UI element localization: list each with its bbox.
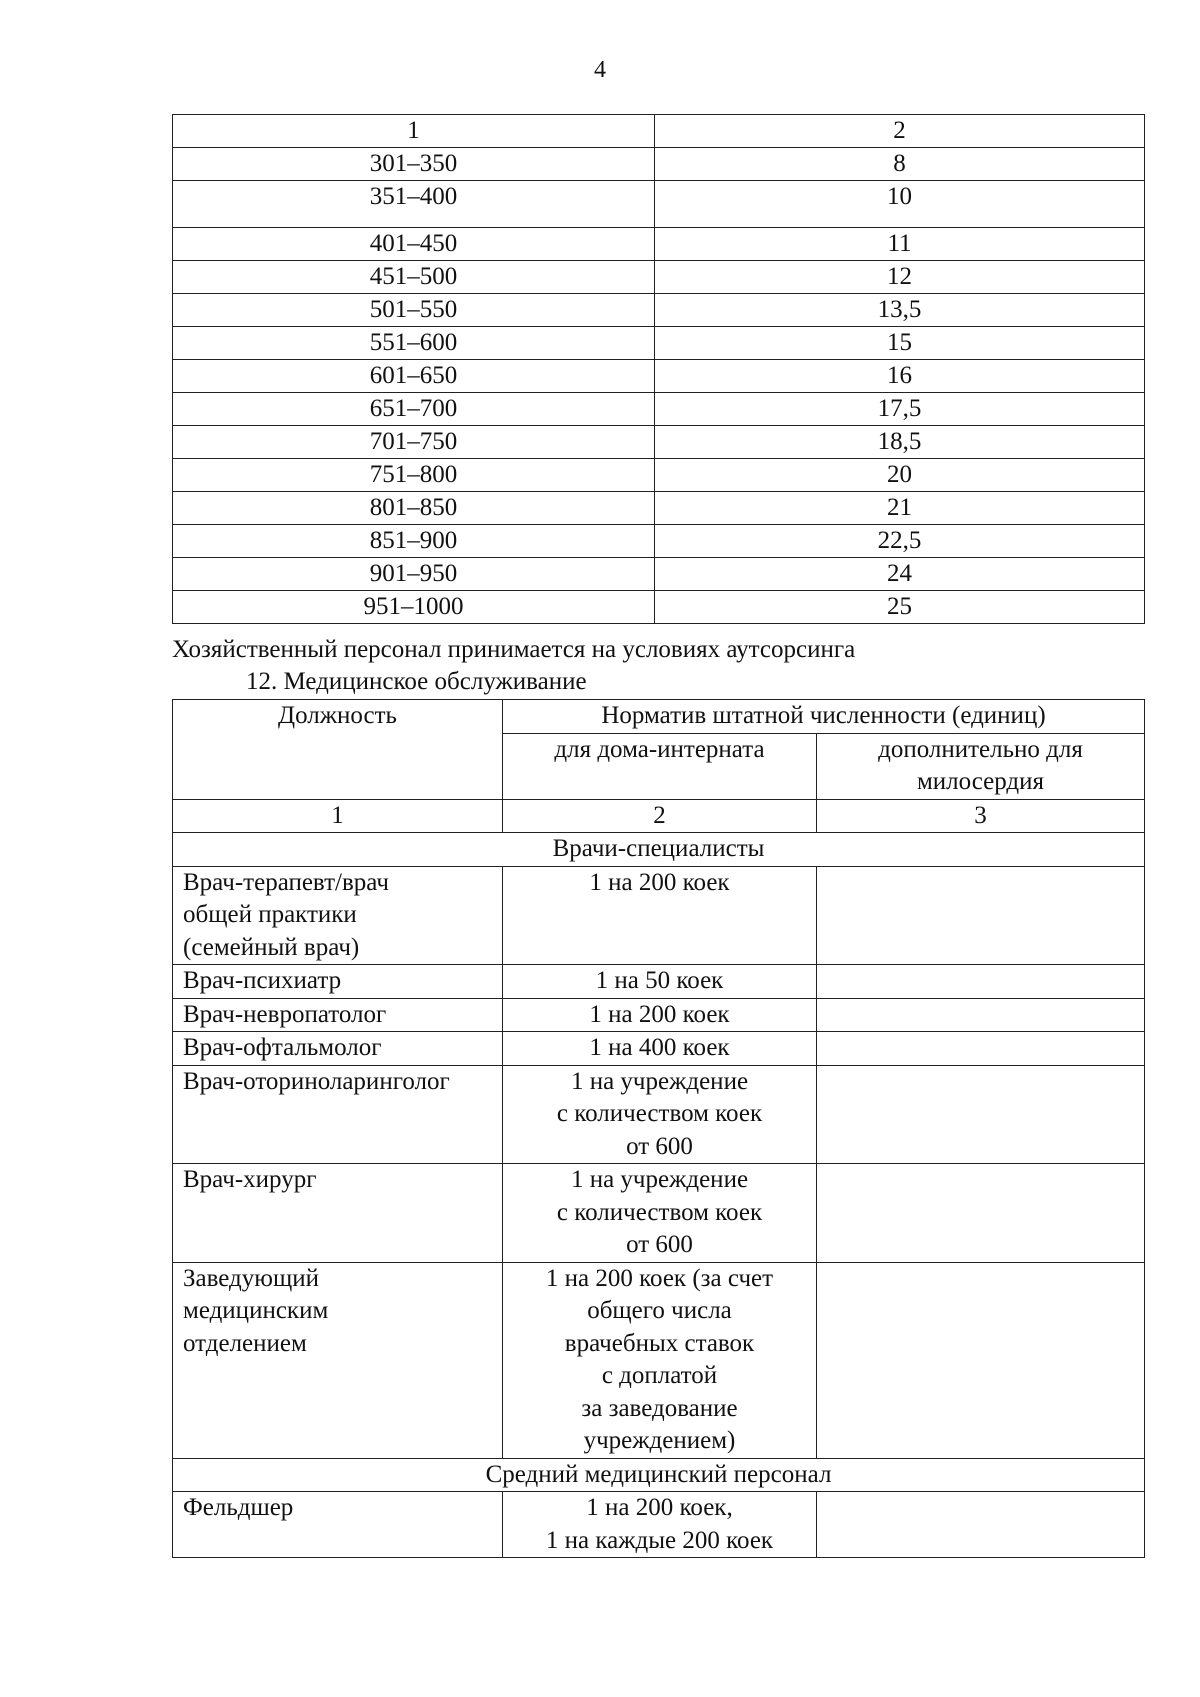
position-cell: Врач-психиатр (173, 965, 503, 999)
table-row (173, 866, 1145, 965)
table-row (173, 1492, 1145, 1558)
extra-cell (817, 998, 1145, 1032)
norm-line: с доплатой (601, 1362, 718, 1389)
section-heading: 12. Медицинское обслуживание (246, 668, 587, 695)
table-row (173, 181, 1145, 228)
range-cell: 401–450 (173, 228, 655, 261)
table-row (173, 1262, 1145, 1458)
column-number: 2 (655, 115, 1145, 148)
range-cell: 451–500 (173, 261, 655, 294)
norm-line: от 600 (626, 1231, 693, 1258)
value-cell: 22,5 (655, 525, 1145, 558)
range-cell: 701–750 (173, 426, 655, 459)
range-cell: 551–600 (173, 327, 655, 360)
value-cell: 16 (655, 360, 1145, 393)
norm-line: врачебных ставок (564, 1329, 755, 1357)
norm-line: 1 на 200 коек (за счет (545, 1264, 774, 1292)
position-cell (173, 1262, 503, 1458)
position-cell: Фельдшер (173, 1492, 503, 1558)
header-line: милосердия (916, 768, 1045, 795)
page-number: 4 (594, 57, 606, 83)
ratio-table (172, 114, 1145, 624)
position-line: общей практики (183, 901, 357, 928)
range-cell: 351–400 (173, 181, 655, 228)
extra-cell (817, 1065, 1145, 1164)
value-cell: 18,5 (655, 426, 1145, 459)
outsourcing-note: Хозяйственный персонал принимается на условиях аутсорсинга (172, 636, 856, 663)
norm-line: 1 на каждые 200 коек (545, 1526, 774, 1554)
norm-line: 1 на 200 коек (589, 868, 730, 896)
value-cell: 13,5 (655, 294, 1145, 327)
value-cell: 21 (655, 492, 1145, 525)
range-cell: 951–1000 (173, 591, 655, 624)
table-row (173, 1032, 1145, 1066)
value-cell: 17,5 (655, 393, 1145, 426)
table-row (173, 558, 1145, 591)
column-number: 2 (503, 799, 817, 833)
range-cell: 751–800 (173, 459, 655, 492)
norm-line: с количеством коек (556, 1100, 763, 1127)
table-row (173, 525, 1145, 558)
norm-cell: 1 на 200 коек (503, 998, 817, 1032)
value-cell: 15 (655, 327, 1145, 360)
norm-cell (503, 1262, 817, 1458)
norm-line: общего числа (587, 1297, 732, 1324)
group-title-nurses: Средний медицинский персонал (173, 1458, 1145, 1492)
position-cell: Врач-оториноларинголог (173, 1065, 503, 1164)
table-row (173, 327, 1145, 360)
value-cell: 8 (655, 148, 1145, 181)
table-row (173, 360, 1145, 393)
range-cell: 901–950 (173, 558, 655, 591)
norm-cell: 1 на 50 коек (503, 965, 817, 999)
position-cell: Врач-невропатолог (173, 998, 503, 1032)
norm-line: за заведование (581, 1394, 738, 1422)
extra-cell (817, 866, 1145, 965)
value-cell: 12 (655, 261, 1145, 294)
range-cell: 501–550 (173, 294, 655, 327)
norm-line: 1 на учреждение (570, 1166, 749, 1193)
home-header: для дома-интерната (503, 733, 817, 799)
value-cell: 20 (655, 459, 1145, 492)
norm-cell (503, 866, 817, 965)
range-cell: 851–900 (173, 525, 655, 558)
column-number-row (173, 799, 1145, 833)
value-cell: 25 (655, 591, 1145, 624)
extra-cell (817, 1164, 1145, 1263)
extra-cell (817, 965, 1145, 999)
table-row (173, 426, 1145, 459)
table-row (173, 965, 1145, 999)
column-number: 3 (817, 799, 1145, 833)
extra-cell (817, 1262, 1145, 1458)
table-row (173, 1164, 1145, 1263)
table-row (173, 1065, 1145, 1164)
group-title-doctors: Врачи-специалисты (173, 833, 1145, 867)
position-line: (семейный врач) (183, 933, 360, 961)
norm-cell (503, 1164, 817, 1263)
norm-line: учреждением) (583, 1427, 736, 1454)
norm-cell: 1 на 400 коек (503, 1032, 817, 1066)
position-cell (173, 866, 503, 965)
table-row (173, 492, 1145, 525)
medical-staff-table (172, 699, 1145, 1558)
column-number: 1 (173, 799, 503, 833)
value-cell: 24 (655, 558, 1145, 591)
position-line: медицинским (183, 1297, 329, 1324)
table-row (173, 228, 1145, 261)
table-header-row (173, 700, 1145, 734)
column-number: 1 (173, 115, 655, 148)
extra-cell (817, 1492, 1145, 1558)
norm-header: Норматив штатной численности (единиц) (503, 700, 1145, 734)
table-row (173, 393, 1145, 426)
range-cell: 301–350 (173, 148, 655, 181)
range-cell: 601–650 (173, 360, 655, 393)
table-row (173, 148, 1145, 181)
table-row (173, 998, 1145, 1032)
norm-cell (503, 1065, 817, 1164)
position-line: отделением (183, 1329, 307, 1357)
value-cell: 11 (655, 228, 1145, 261)
position-header: Должность (173, 700, 503, 800)
position-cell: Врач-офтальмолог (173, 1032, 503, 1066)
table-header-row (173, 115, 1145, 148)
table-row (173, 591, 1145, 624)
table-row (173, 294, 1145, 327)
norm-line: с количеством коек (556, 1198, 763, 1226)
group-row (173, 833, 1145, 867)
extra-header (817, 733, 1145, 799)
norm-cell (503, 1492, 817, 1558)
position-line: Заведующий (183, 1264, 319, 1292)
extra-cell (817, 1032, 1145, 1066)
group-row (173, 1458, 1145, 1492)
header-line: дополнительно для (878, 735, 1083, 763)
position-cell: Врач-хирург (173, 1164, 503, 1263)
norm-line: от 600 (626, 1132, 693, 1160)
norm-line: 1 на учреждение (570, 1067, 749, 1095)
table-row (173, 459, 1145, 492)
norm-line: 1 на 200 коек, (586, 1494, 733, 1521)
table-row (173, 261, 1145, 294)
range-cell: 801–850 (173, 492, 655, 525)
range-cell: 651–700 (173, 393, 655, 426)
value-cell: 10 (655, 181, 1145, 228)
position-line: Врач-терапевт/врач (183, 868, 389, 896)
